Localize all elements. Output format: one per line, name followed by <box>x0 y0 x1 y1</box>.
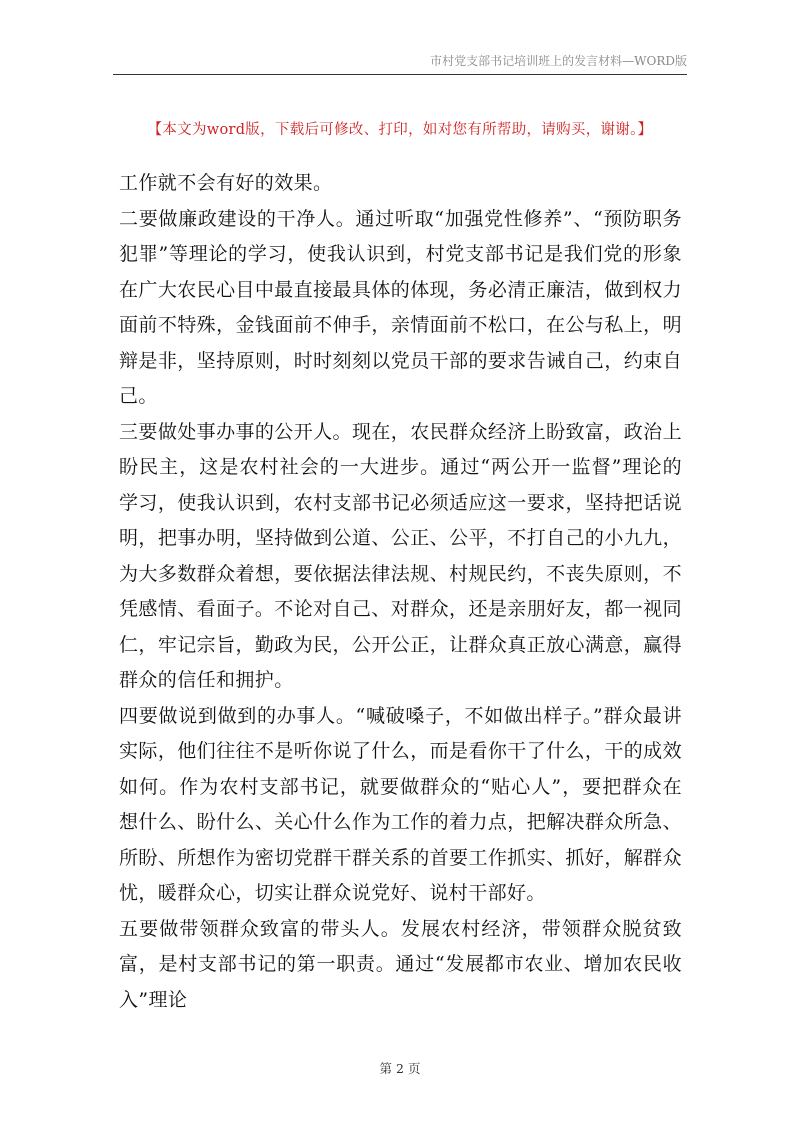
header-title: 市村党支部书记培训班上的发言材料—WORD版 <box>430 54 687 68</box>
page-header <box>113 44 687 75</box>
paragraph: 四要做说到做到的办事人。“喊破嗓子，不如做出样子。”群众最讲实际，他们往往不是听你说了什么，而是看你干了什么，干的成效如何。作为农村支部书记，就要做群众的“贴心人”，要把群众在想什么、盼什么、关心什么作为工作的着力点，把解决群众所急、所盼、所想作为密切党群干群关系的首要工作抓实、抓好，解群众忧，暖群众心，切实让群众说党好、说村干部好。 <box>119 704 682 904</box>
paragraph: 三要做处事办事的公开人。现在，农民群众经济上盼致富，政治上盼民主，这是农村社会的一大进步。通过“两公开一监督”理论的学习，使我认识到，农村支部书记必须适应这一要求，坚持把话说明，把事办明，坚持做到公道、公正、公平，不打自己的小九九，为大多数群众着想，要依据法律法规、村规民约，不丧失原则，不凭感情、看面子。不论对自己、对群众，还是亲朋好友，都一视同仁，牢记宗旨，勤政为民，公开公正，让群众真正放心满意，赢得群众的信任和拥护。 <box>119 420 682 691</box>
page-number: 第 2 页 <box>379 1061 421 1076</box>
paragraph: 五要做带领群众致富的带头人。发展农村经济，带领群众脱贫致富，是村支部书记的第一职责。通过“发展都市农业、增加农民收入”理论 <box>119 917 682 1011</box>
paragraph: 二要做廉政建设的干净人。通过听取“加强党性修养”、“预防职务犯罪”等理论的学习，使我认识到，村党支部书记是我们党的形象在广大农民心目中最直接最具体的体现，务必清正廉洁，做到权力面前不特殊，金钱面前不伸手，亲情面前不松口，在公与私上，明辩是非，坚持原则，时时刻刻以党员干部的要求告诫自己，约束自己。 <box>119 207 682 407</box>
document-body <box>119 166 682 1018</box>
download-notice: 【本文为word版，下载后可修改、打印，如对您有所帮助，请购买，谢谢。】 <box>147 122 653 138</box>
paragraph: 工作就不会有好的效果。 <box>119 172 333 194</box>
